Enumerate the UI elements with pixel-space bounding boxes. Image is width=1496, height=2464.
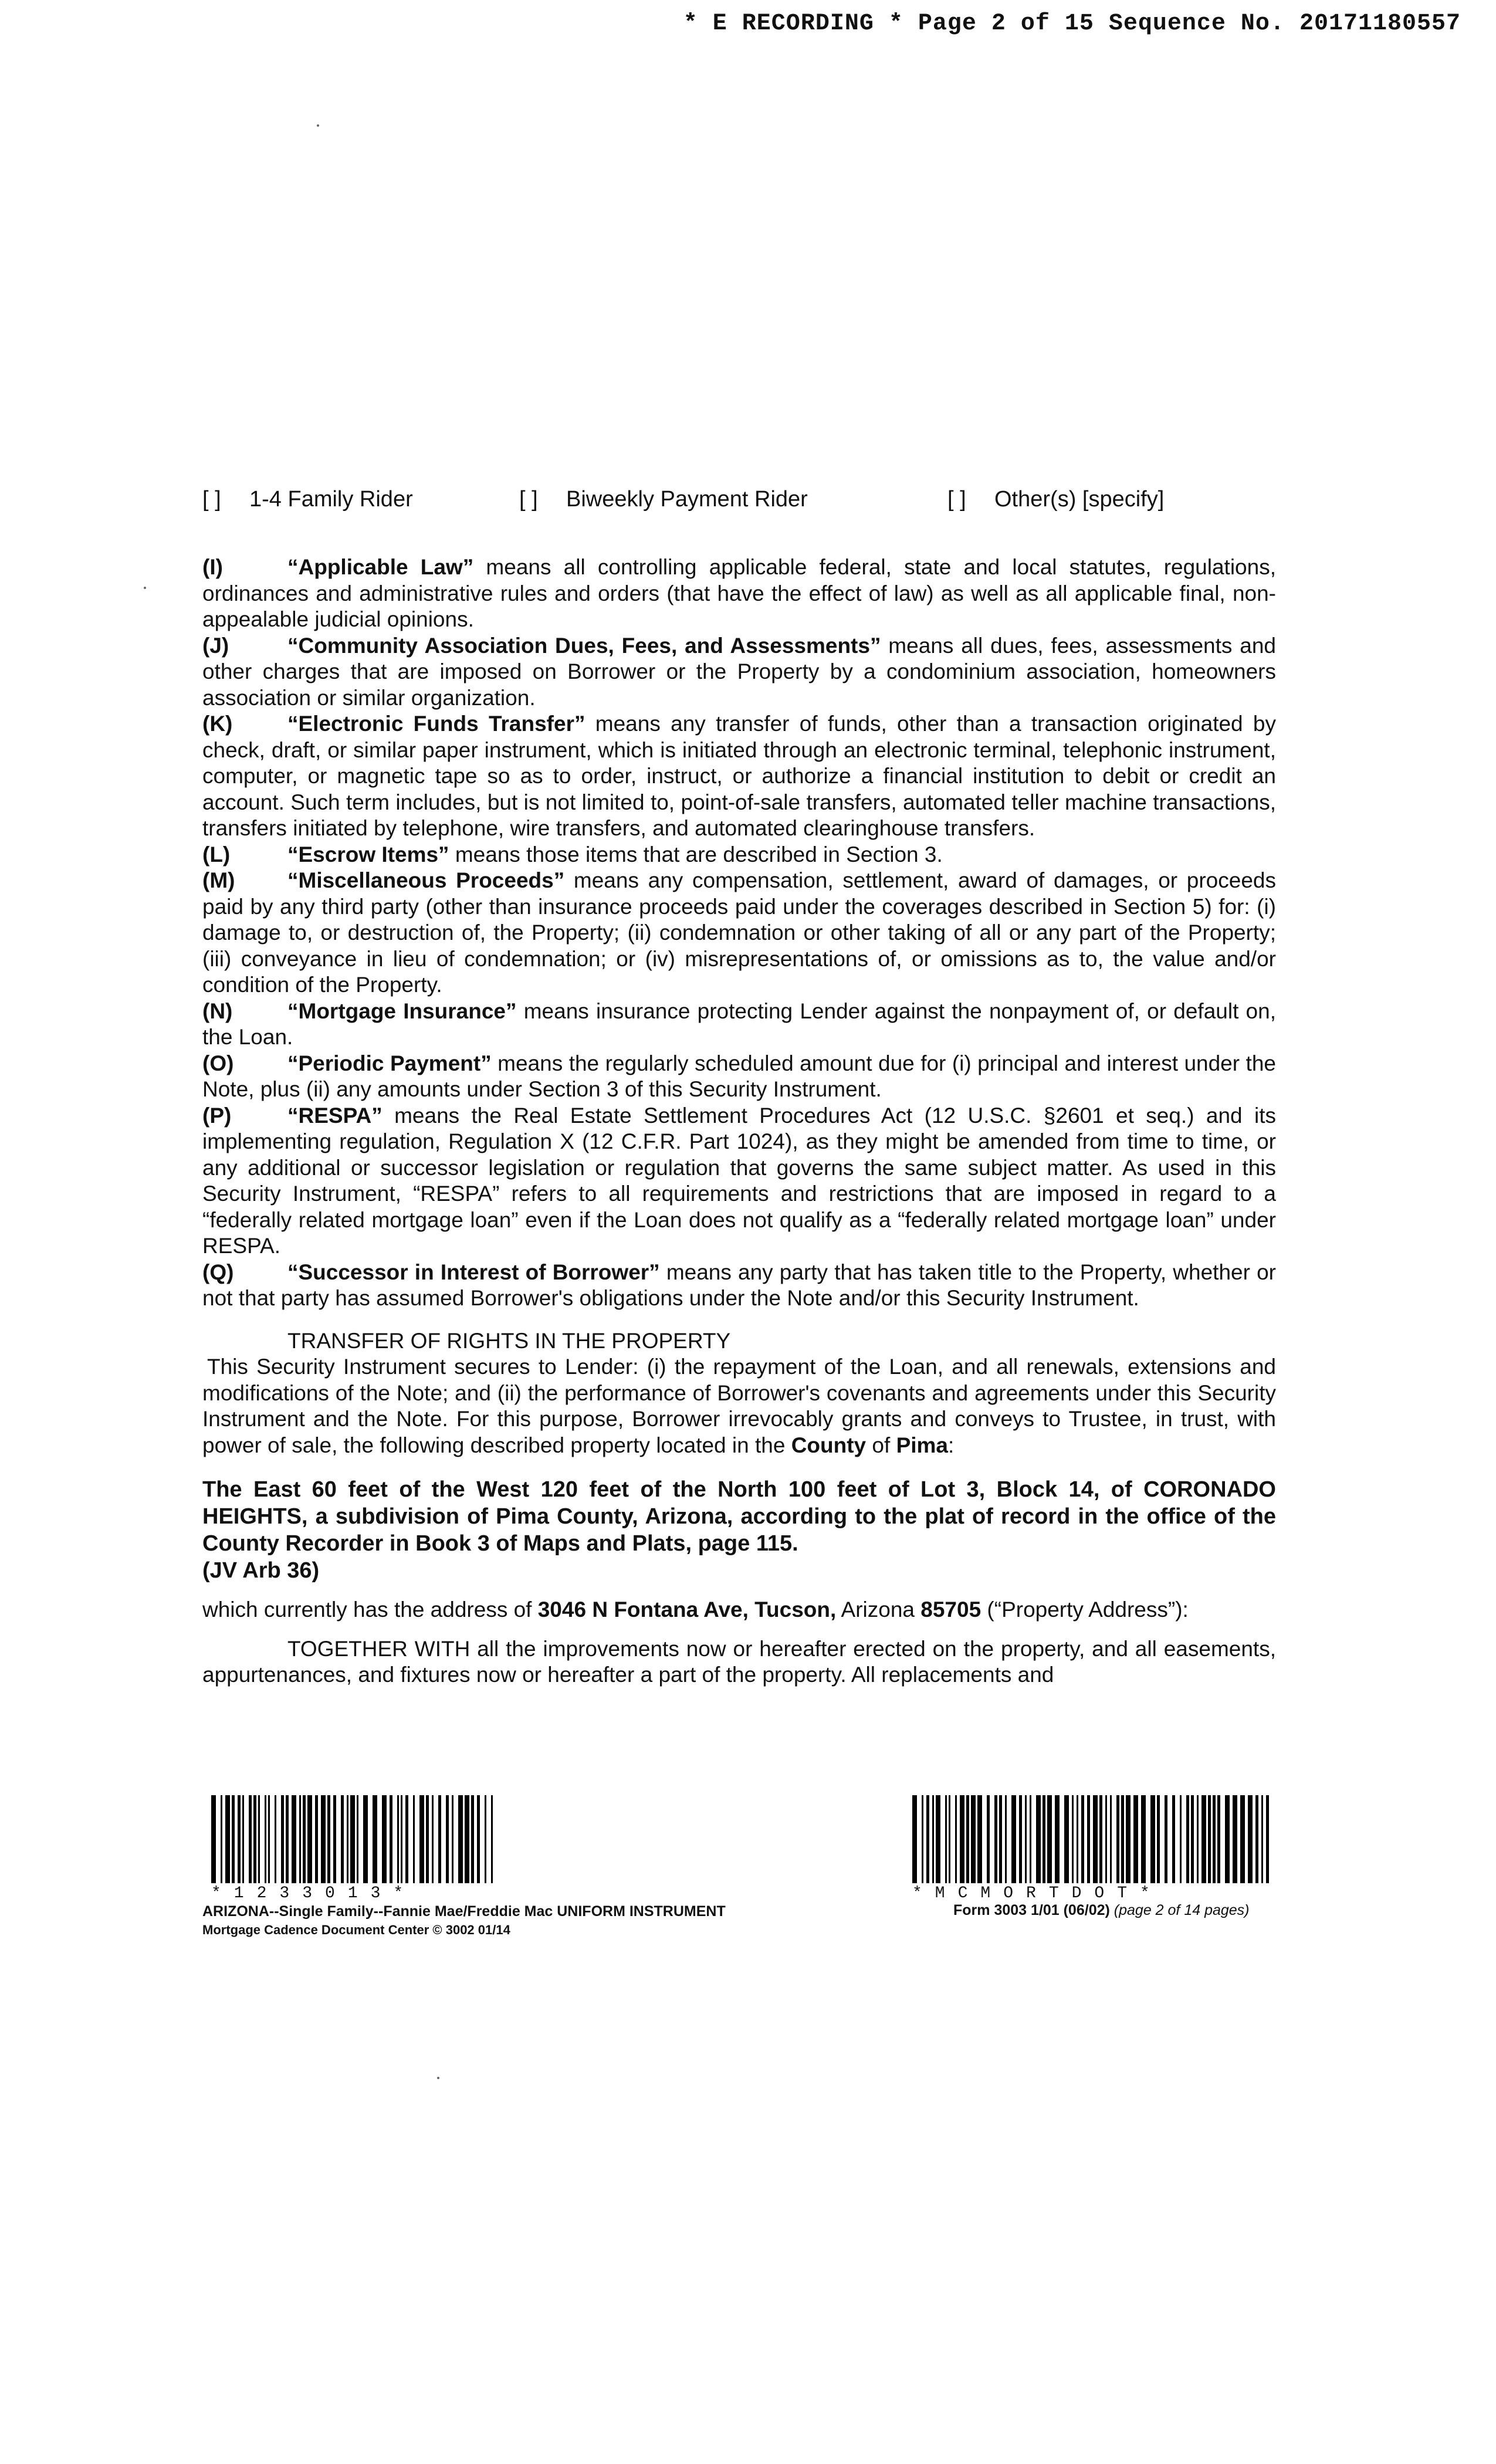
barcode-bar (1055, 1795, 1060, 1883)
barcode-gap (982, 1795, 987, 1883)
section-title-transfer: TRANSFER OF RIGHTS IN THE PROPERTY (287, 1328, 731, 1353)
document-body (202, 554, 1276, 1688)
barcode-bar (1133, 1795, 1138, 1883)
barcode-bar (321, 1795, 326, 1883)
definition-term: “Electronic Funds Transfer” (287, 712, 585, 736)
definition-letter: (K) (202, 712, 233, 736)
barcode-right-text: *MCMORTDOT* (912, 1884, 1163, 1903)
barcode-gap (1146, 1795, 1150, 1883)
barcode-gap (377, 1795, 382, 1883)
definition-text: means all controlling applicable federal, state and local statutes, regulations, ordinances and administrative rules and orders (that have the effect of law) as well as all applicable final, non-appealable judicial opinions. (202, 555, 1276, 631)
definition-respa (202, 1103, 1276, 1260)
address-suffix: (“Property Address”): (981, 1597, 1189, 1622)
definition-letter: (M) (202, 868, 235, 892)
definition-letter: (J) (202, 633, 229, 658)
barcode-gap (260, 1795, 265, 1883)
barcode-bar (458, 1795, 463, 1883)
barcode-bar (1064, 1795, 1069, 1883)
form-date: 1/01 (06/02) (1027, 1902, 1114, 1918)
barcode-bar (1150, 1795, 1155, 1883)
definition-term: “Miscellaneous Proceeds” (287, 868, 565, 892)
barcode-gap (1160, 1795, 1165, 1883)
address-street-city: 3046 N Fontana Ave, Tucson, (537, 1597, 837, 1622)
barcode-gap (408, 1795, 413, 1883)
definition-text: means the regularly scheduled amount due for (i) principal and interest under the Note, plus (ii) any amounts under Section 3 of this Security Instrument. (202, 1051, 1276, 1101)
definition-term: “Community Association Dues, Fees, and Assessments” (287, 633, 881, 658)
county-label: County (791, 1433, 867, 1457)
definition-electronic-funds-transfer (202, 711, 1276, 842)
barcode-gap (1031, 1795, 1036, 1883)
barcode-gap (917, 1795, 922, 1883)
barcode-gap (244, 1795, 249, 1883)
barcode-bar (225, 1795, 230, 1883)
rider-other (947, 487, 1164, 512)
county-name: Pima (896, 1433, 948, 1457)
definition-letter: (N) (202, 999, 233, 1023)
definition-letter: (L) (202, 842, 231, 867)
definition-text: means insurance protecting Lender against the nonpayment of, or default on, the Loan. (202, 999, 1276, 1049)
barcode-bar (912, 1795, 917, 1883)
rider-label: Biweekly Payment Rider (566, 487, 808, 512)
barcode-gap (270, 1795, 275, 1883)
definition-letter: (O) (202, 1051, 234, 1075)
rider-checkbox: [ ] (519, 487, 538, 512)
definition-mortgage-insurance (202, 999, 1276, 1051)
definition-term: “RESPA” (287, 1103, 383, 1128)
document-center: Mortgage Cadence Document Center © 3002 01/14 (202, 1923, 510, 1937)
barcode-bar (1233, 1795, 1237, 1883)
legal-description-ref: (JV Arb 36) (202, 1558, 320, 1583)
barcode-gap (1167, 1795, 1172, 1883)
rider-1-4-family (202, 487, 413, 512)
definition-letter: (P) (202, 1103, 232, 1128)
barcode-gap (434, 1795, 438, 1883)
barcode-right (912, 1795, 1274, 1903)
barcode-gap (1269, 1795, 1274, 1883)
barcode-gap (1220, 1795, 1225, 1883)
definition-miscellaneous-proceeds (202, 868, 1276, 999)
form-number: Form 3003 (953, 1902, 1027, 1918)
barcode-bar (1093, 1795, 1098, 1883)
definition-text: means any compensation, settlement, award of damages, or proceeds paid by any third party (other than insurance proceeds paid under the coverages described in Section 5) for: (i) damage to, or destruction of, the Property; (ii) condemnation or other taking of all or any part of the Property; (iii) conveyance in lieu of condemnation; or (iv) misrepresentations of, or omissions as to, the value and/or condition of the Property. (202, 868, 1276, 997)
barcode-bar (971, 1795, 976, 1883)
rider-label: Other(s) [specify] (994, 487, 1165, 512)
barcode-bar (936, 1795, 940, 1883)
barcode-gap (990, 1795, 994, 1883)
barcode-bar (373, 1795, 377, 1883)
riders-row (202, 487, 1317, 522)
definition-periodic-payment (202, 1051, 1276, 1103)
definition-letter: (I) (202, 555, 223, 579)
form-title: ARIZONA--Single Family--Fannie Mae/Freddie Mac UNIFORM INSTRUMENT (202, 1903, 726, 1920)
barcode-bar (419, 1795, 424, 1883)
barcode-gap (392, 1795, 397, 1883)
definition-text: means all dues, fees, assessments and other charges that are imposed on Borrower or the Property by a condominium association, homeowners association or similar organization. (202, 633, 1276, 710)
barcode-gap (1007, 1795, 1011, 1883)
definition-applicable-law (202, 554, 1276, 633)
barcode-left-bars (211, 1795, 497, 1883)
barcode-left-text: *1233013* (211, 1884, 417, 1903)
definition-term: “Mortgage Insurance” (287, 999, 517, 1023)
recording-stamp: * E RECORDING * Page 2 of 15 Sequence No. 20171180557 (683, 11, 1461, 37)
scan-speck (144, 587, 146, 589)
barcode-gap (441, 1795, 446, 1883)
definition-text: means any party that has taken title to the Property, whether or not that party has assumed Borrower's obligations under the Note and/or this Security Instrument. (202, 1260, 1276, 1310)
property-address-line (202, 1597, 1276, 1623)
barcode-gap (493, 1795, 497, 1883)
barcode-bar (1126, 1795, 1131, 1883)
together-with-paragraph: TOGETHER WITH all the improvements now or hereafter erected on the property, and all easements, appurtenances, and fixtures now or hereafter a part of the property. All replacements and (202, 1636, 1276, 1687)
barcode-gap (336, 1795, 341, 1883)
barcode-bar (307, 1795, 312, 1883)
barcode-gap (950, 1795, 955, 1883)
barcode-bar (465, 1795, 469, 1883)
barcode-bar (1011, 1795, 1016, 1883)
barcode-gap (1182, 1795, 1186, 1883)
county-of: of (866, 1433, 896, 1457)
barcode-bar (1047, 1795, 1052, 1883)
transfer-paragraph (202, 1354, 1276, 1458)
definition-community-association (202, 633, 1276, 712)
barcode-gap (486, 1795, 491, 1883)
barcode-bar (211, 1795, 216, 1883)
legal-description-text: The East 60 feet of the West 120 feet of the North 100 feet of Lot 3, Block 14, of CORONADO HEIGHTS, a subdivision of Pima County, Arizona, according to the plat of record in the office of the County Recorder in Book 3 of Maps and Plats, page 115. (202, 1477, 1276, 1556)
definition-term: “Periodic Payment” (287, 1051, 492, 1075)
barcode-gap (940, 1795, 945, 1883)
barcode-gap (358, 1795, 363, 1883)
barcode-gap (480, 1795, 485, 1883)
barcode-bar (1248, 1795, 1253, 1883)
rider-checkbox: [ ] (202, 487, 221, 512)
definition-text: means those items that are described in Section 3. (449, 842, 943, 867)
definition-text: means the Real Estate Settlement Procedures Act (12 U.S.C. §2601 et seq.) and its implementing regulation, Regulation X (12 C.F.R. Part 1024), as they might be amended from time to time, or any additional or successor legislation or regulation that governs the same subject matter. As used in this Security Instrument, “RESPA” refers to all requirements and restrictions that are imposed in regard to a “federally related mortgage loan” even if the Loan does not qualify as a “federally related mortgage loan” under RESPA. (202, 1103, 1276, 1258)
barcode-bar (1141, 1795, 1146, 1883)
barcode-left (211, 1795, 497, 1903)
definition-successor-in-interest (202, 1260, 1276, 1312)
rider-label: 1-4 Family Rider (249, 487, 413, 512)
address-state: Arizona (836, 1597, 921, 1622)
barcode-gap (415, 1795, 419, 1883)
barcode-bar (382, 1795, 387, 1883)
definition-escrow-items (202, 842, 1276, 868)
barcode-gap (368, 1795, 373, 1883)
barcode-gap (1060, 1795, 1064, 1883)
definition-term: “Applicable Law” (287, 555, 474, 579)
barcode-bar (363, 1795, 368, 1883)
barcode-bar (1036, 1795, 1041, 1883)
definition-text: means any transfer of funds, other than a transaction originated by check, draft, or similar paper instrument, which is initiated through an electronic terminal, telephonic instrument, computer, or magnetic tape so as to order, instruct, or authorize a financial institution to debit or credit an account. Such term includes, but is not limited to, point-of-sale transfers, automated teller machine transactions, transfers initiated by telephone, wire transfers, and automated clearinghouse transfers. (202, 712, 1277, 840)
barcode-gap (216, 1795, 221, 1883)
scan-speck (437, 2077, 439, 2079)
rider-checkbox: [ ] (947, 487, 966, 512)
barcode-right-bars (912, 1795, 1274, 1883)
page-footer (202, 1795, 1288, 1936)
page-info: (page 2 of 14 pages) (1113, 1902, 1250, 1918)
scan-speck (317, 124, 319, 127)
barcode-bar (1225, 1795, 1230, 1883)
barcode-bar (1240, 1795, 1245, 1883)
transfer-text: This Security Instrument secures to Lender: (i) the repayment of the Loan, and all renewals, extensions and modifications of the Note; and (ii) the performance of Borrower's covenants and agreements under this Security Instrument and the Note. For this purpose, Borrower irrevocably grants and conveys to Trustee, in trust, with power of sale, the following described property located in the (202, 1355, 1276, 1457)
barcode-gap (453, 1795, 458, 1883)
barcode-gap (276, 1795, 281, 1883)
transfer-colon: : (948, 1433, 955, 1457)
barcode-bar (350, 1795, 355, 1883)
form-title-block (202, 1902, 726, 1940)
barcode-bar (960, 1795, 964, 1883)
barcode-gap (1112, 1795, 1116, 1883)
definition-term: “Successor in Interest of Borrower” (287, 1260, 660, 1284)
form-number-block (953, 1902, 1250, 1919)
address-prefix: which currently has the address of (202, 1597, 538, 1622)
definition-term: “Escrow Items” (287, 842, 449, 867)
barcode-bar (292, 1795, 296, 1883)
barcode-bar (1201, 1795, 1206, 1883)
legal-description (202, 1476, 1276, 1584)
definition-letter: (Q) (202, 1260, 234, 1284)
barcode-gap (1175, 1795, 1180, 1883)
rider-biweekly (519, 487, 808, 512)
barcode-bar (977, 1795, 982, 1883)
address-zip: 85705 (920, 1597, 981, 1622)
